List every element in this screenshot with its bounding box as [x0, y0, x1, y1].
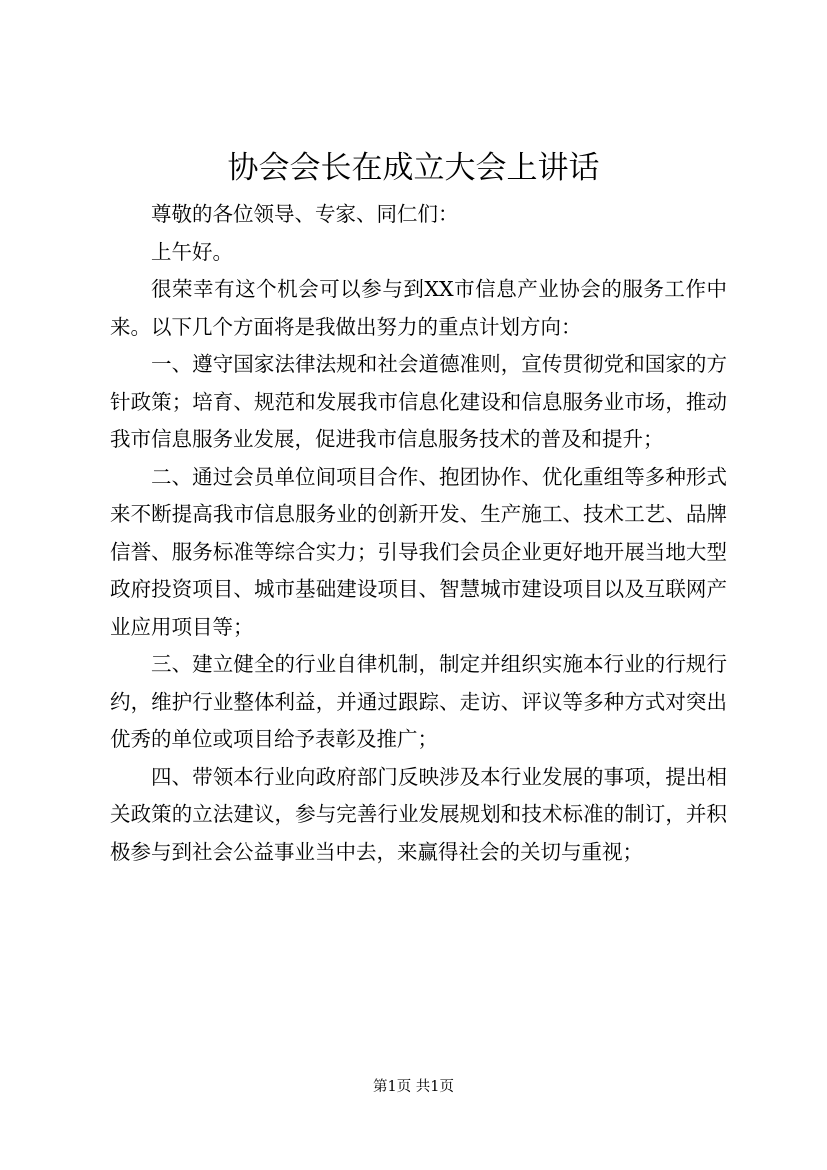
intro-paragraph: 很荣幸有这个机会可以参与到XX市信息产业协会的服务工作中来。以下几个方面将是我做出努力的重点计划方向：: [110, 277, 727, 339]
point-three-paragraph: 三、建立健全的行业自律机制，制定并组织实施本行业的行规行约，维护行业整体利益，并通过跟踪、走访、评议等多种方式对突出优秀的单位或项目给予表彰及推广；: [110, 652, 727, 751]
salutation-paragraph: 尊敬的各位领导、专家、同仁们：: [151, 202, 459, 226]
point-one-paragraph: 一、遵守国家法律法规和社会道德准则，宣传贯彻党和国家的方针政策；培育、规范和发展我市信息化建设和信息服务业市场，推动我市信息服务业发展，促进我市信息服务技术的普及和提升；: [110, 352, 727, 451]
greeting-paragraph: 上午好。: [151, 239, 233, 264]
point-four-paragraph: 四、带领本行业向政府部门反映涉及本行业发展的事项，提出相关政策的立法建议，参与完善行业发展规划和技术标准的制订，并积极参与到社会公益事业当中去，来赢得社会的关切与重视；: [110, 764, 727, 864]
document-body: [110, 196, 727, 871]
point-two-paragraph: 二、通过会员单位间项目合作、抱团协作、优化重组等多种形式来不断提高我市信息服务业的创新开发、生产施工、技术工艺、品牌信誉、服务标准等综合实力；引导我们会员企业更好地开展当地大型政府投资项目、城市基础建设项目、智慧城市建设项目以及互联网产业应用项目等；: [110, 464, 727, 639]
document-title: 协会会长在成立大会上讲话: [227, 150, 600, 186]
page-footer: 第1页 共1页: [372, 1079, 455, 1095]
